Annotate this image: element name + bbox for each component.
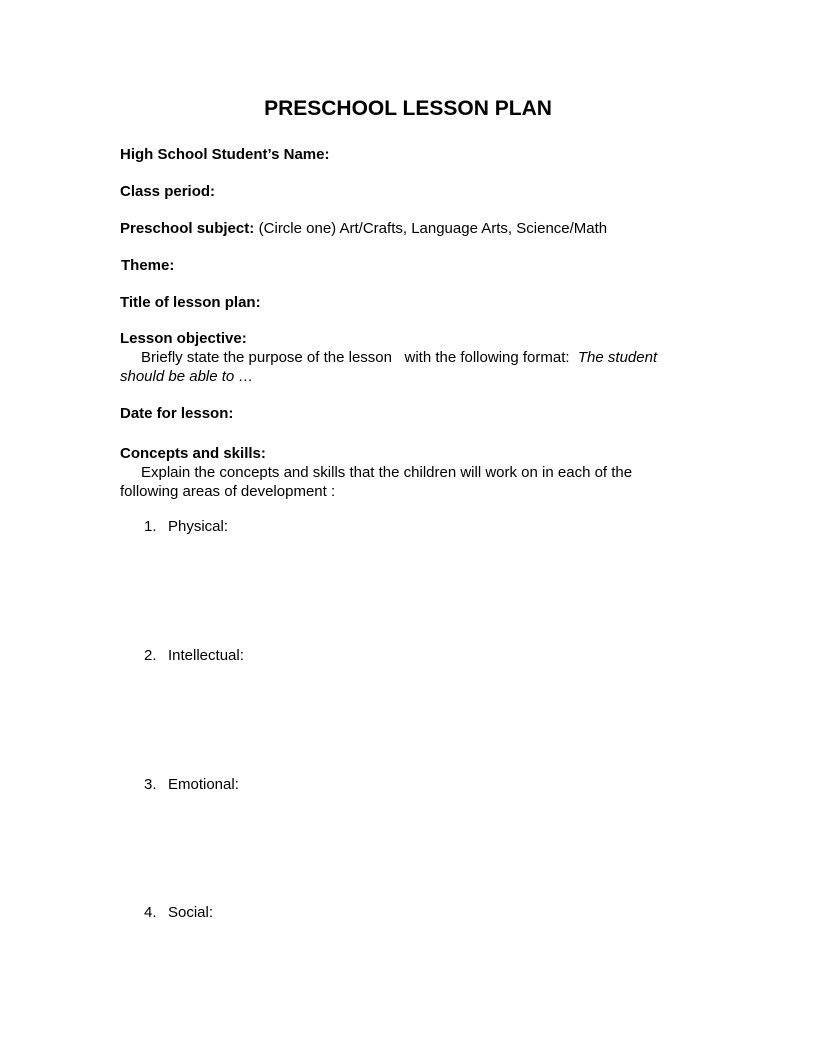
concepts-skills-instructions — [120, 463, 680, 501]
area-1-number: 1. — [144, 518, 157, 535]
lesson-objective-instructions — [120, 348, 685, 386]
area-2-number: 2. — [144, 647, 157, 664]
area-social-label: Social: — [168, 904, 214, 921]
concepts-skills-label: Concepts and skills: — [120, 445, 266, 462]
lesson-objective-label: Lesson objective: — [120, 330, 247, 347]
preschool-subject-options: (Circle one) Art/Crafts, Language Arts, Science/Math — [258, 220, 608, 237]
concepts-text: Explain the concepts and skills that the children will work on in each of the following areas of development : — [120, 464, 633, 500]
theme-label: Theme: — [121, 257, 175, 274]
area-emotional-label: Emotional: — [168, 776, 239, 793]
preschool-subject-row — [120, 220, 607, 238]
lesson-title-label: Title of lesson plan: — [120, 294, 261, 311]
preschool-subject-label: Preschool subject: — [120, 220, 255, 237]
area-3-number: 3. — [144, 776, 157, 793]
objective-format-italic: The student should be able to … — [120, 349, 658, 385]
student-name-label: High School Student’s Name: — [120, 146, 330, 163]
objective-text: Briefly state the purpose of the lesson with the following format: — [141, 349, 578, 366]
area-physical-label: Physical: — [168, 518, 229, 535]
area-intellectual-label: Intellectual: — [168, 647, 244, 664]
date-for-lesson-label: Date for lesson: — [120, 405, 234, 422]
class-period-label: Class period: — [120, 183, 216, 200]
area-4-number: 4. — [144, 904, 157, 921]
page-title: PRESCHOOL LESSON PLAN — [264, 97, 552, 120]
